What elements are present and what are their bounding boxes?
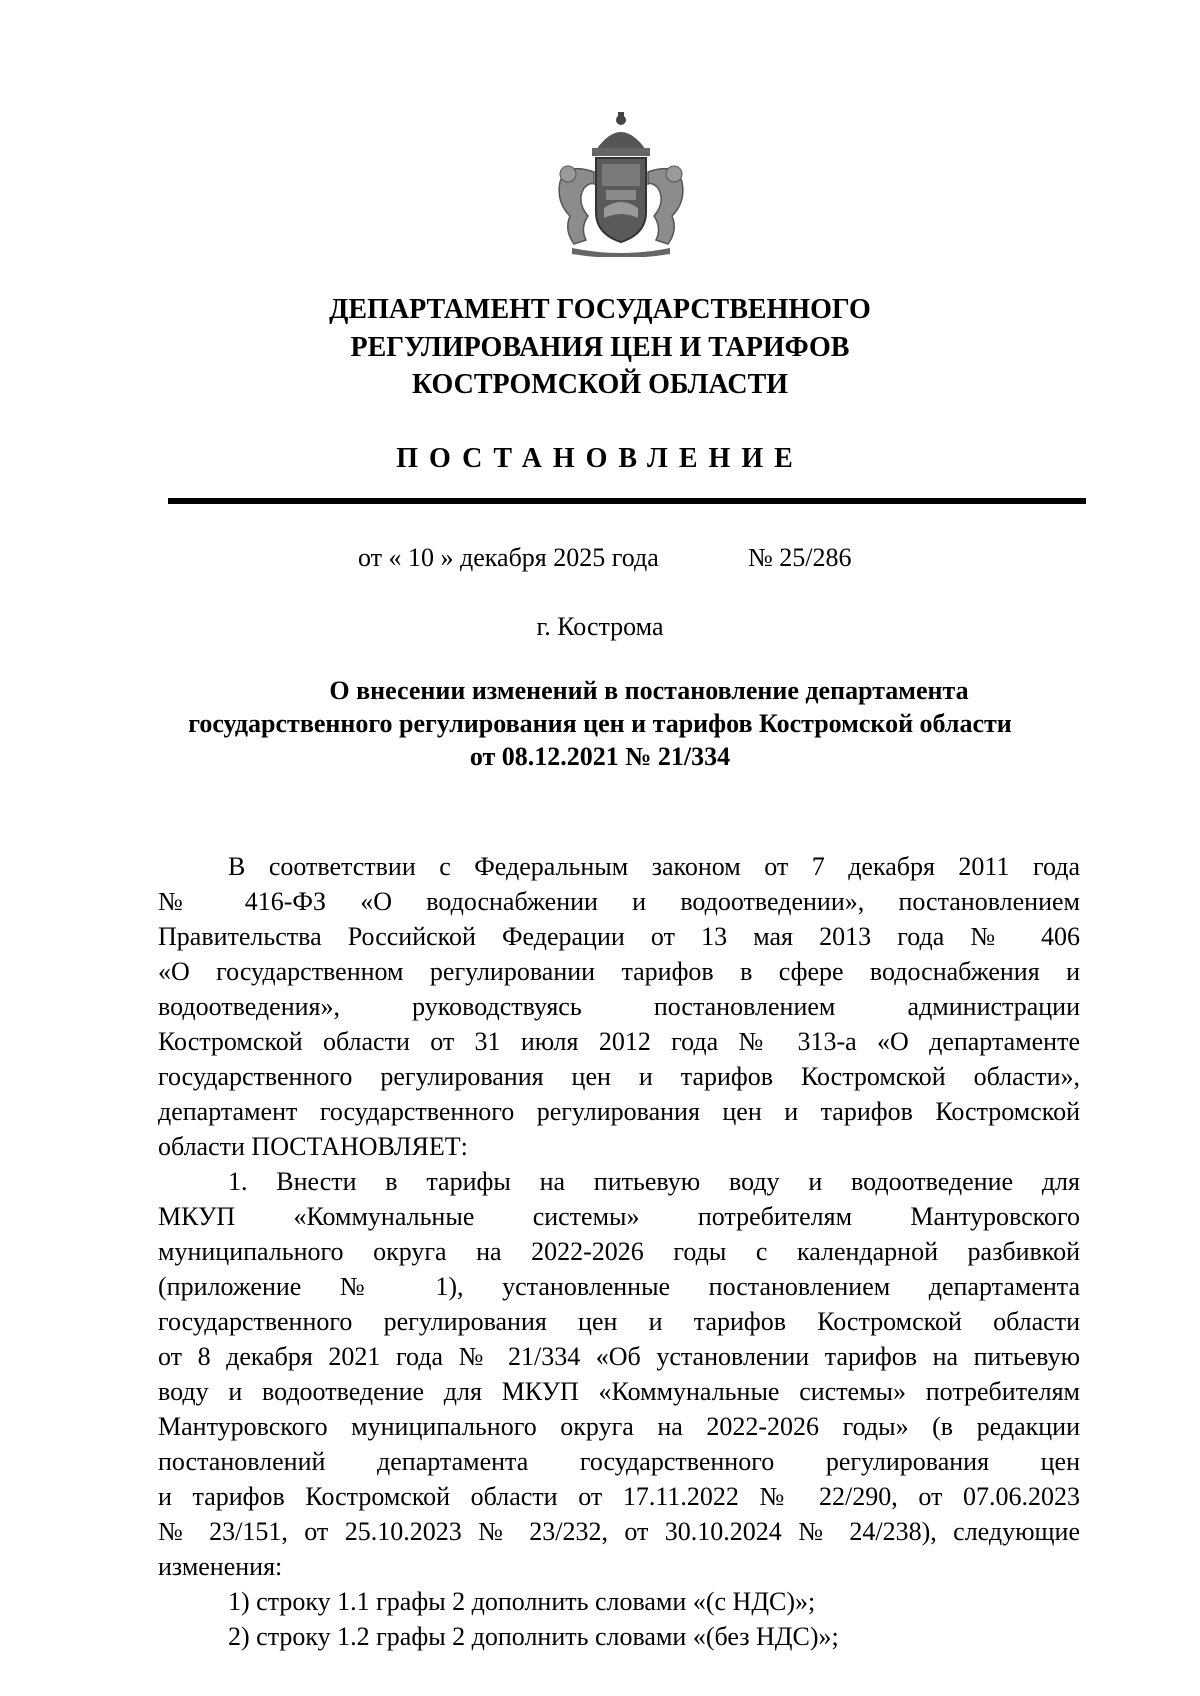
body-line: государственного регулирования цен и тарифов Костромской области xyxy=(158,1307,1080,1336)
body-line: муниципального округа на 2022-2026 годы с календарной разбивкой xyxy=(158,1237,1080,1266)
document-type: ПОСТАНОВЛЕНИЕ xyxy=(396,443,804,474)
document-number: № 25/286 xyxy=(748,543,852,572)
body-line: В соответствии с Федеральным законом от 7 декабря 2011 года xyxy=(228,852,1080,881)
body-line: № 416-ФЗ «О водоснабжении и водоотведении», постановлением xyxy=(158,887,1080,916)
body-line: воду и водоотведение для МКУП «Коммунальные системы» потребителям xyxy=(158,1377,1080,1406)
department-name-line-1: ДЕПАРТАМЕНТ ГОСУДАРСТВЕННОГО xyxy=(329,294,871,325)
body-line: изменения: xyxy=(158,1552,283,1581)
title-line-1: О внесении изменений в постановление департамента xyxy=(329,676,969,705)
body-line: Мантуровского муниципального округа на 2022-2026 годы» (в редакции xyxy=(158,1412,1080,1441)
department-name-line-2: РЕГУЛИРОВАНИЯ ЦЕН И ТАРИФОВ xyxy=(350,332,850,363)
body-line: государственного регулирования цен и тарифов Костромской области», xyxy=(158,1062,1080,1091)
body-line: постановлений департамента государственного регулирования цен xyxy=(158,1447,1080,1476)
body-line: МКУП «Коммунальные системы» потребителям Мантуровского xyxy=(158,1202,1080,1231)
body-line: Правительства Российской Федерации от 13 мая 2013 года № 406 xyxy=(158,922,1080,951)
body-line: области ПОСТАНОВЛЯЕТ: xyxy=(158,1132,468,1161)
body-line: и тарифов Костромской области от 17.11.2022 № 22/290, от 07.06.2023 xyxy=(158,1482,1080,1511)
header-divider xyxy=(168,498,1086,504)
body-line: 2) строку 1.2 графы 2 дополнить словами «(без НДС)»; xyxy=(228,1622,839,1651)
document-city: г. Кострома xyxy=(536,612,664,641)
body-line: «О государственном регулировании тарифов в сфере водоснабжения и xyxy=(158,957,1080,986)
body-line: от 8 декабря 2021 года № 21/334 «Об установлении тарифов на питьевую xyxy=(158,1342,1080,1371)
body-line: водоотведения», руководствуясь постановлением администрации xyxy=(158,992,1080,1021)
body-line: департамент государственного регулирования цен и тарифов Костромской xyxy=(158,1097,1080,1126)
title-line-2: государственного регулирования цен и тарифов Костромской области xyxy=(188,709,1012,738)
body-line: 1. Внести в тарифы на питьевую воду и водоотведение для xyxy=(228,1167,1080,1196)
document-date: от « 10 » декабря 2025 года xyxy=(358,543,659,572)
body-line: (приложение № 1), установленные постановлением департамента xyxy=(158,1272,1080,1301)
body-line: 1) строку 1.1 графы 2 дополнить словами «(с НДС)»; xyxy=(228,1587,816,1616)
body-line: № 23/151, от 25.10.2023 № 23/232, от 30.10.2024 № 24/238), следующие xyxy=(158,1517,1080,1546)
coat-of-arms-emblem xyxy=(546,112,696,257)
body-line: Костромской области от 31 июля 2012 года № 313-а «О департаменте xyxy=(158,1027,1080,1056)
title-line-3: от 08.12.2021 № 21/334 xyxy=(469,742,731,771)
department-name-line-3: КОСТРОМСКОЙ ОБЛАСТИ xyxy=(411,369,789,400)
